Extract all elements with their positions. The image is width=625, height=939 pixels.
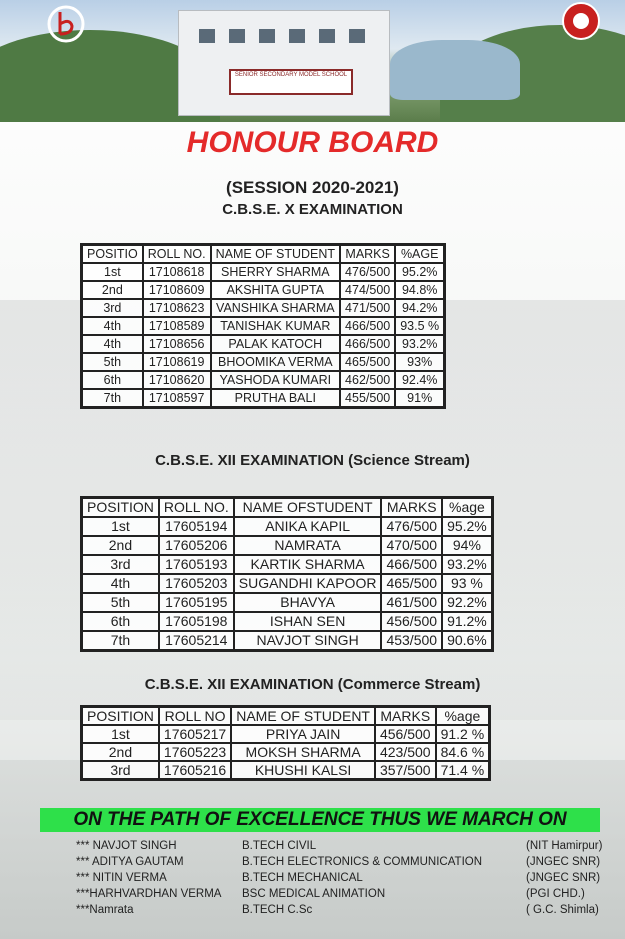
table-header-row bbox=[82, 707, 490, 726]
cell-percentage: 91.2 % bbox=[436, 725, 490, 743]
cell-percentage: 91.2% bbox=[442, 612, 492, 631]
cell-student-name: BHAVYA bbox=[234, 593, 382, 612]
cell-roll-no: 17108589 bbox=[143, 317, 211, 335]
cell-student-name: MOKSH SHARMA bbox=[231, 743, 375, 761]
cell-percentage: 93 % bbox=[442, 574, 492, 593]
cell-marks: 476/500 bbox=[340, 263, 395, 281]
session-label: (SESSION 2020-2021) bbox=[226, 178, 399, 197]
alumni-name: *** NAVJOT SINGH bbox=[76, 840, 177, 852]
table-row bbox=[82, 353, 445, 371]
class-xii-science-results-table bbox=[80, 496, 494, 652]
cell-position: 6th bbox=[82, 371, 143, 389]
cell-roll-no: 17605193 bbox=[159, 555, 234, 574]
school-logo-icon bbox=[46, 4, 86, 44]
cell-marks: 462/500 bbox=[340, 371, 395, 389]
cell-student-name: ANIKA KAPIL bbox=[234, 517, 382, 536]
alumni-course: BSC MEDICAL ANIMATION bbox=[242, 888, 386, 900]
column-header-marks: MARKS bbox=[375, 707, 436, 726]
table-row bbox=[82, 517, 493, 536]
table-row bbox=[82, 574, 493, 593]
cell-position: 5th bbox=[82, 593, 159, 612]
cell-roll-no: 17108656 bbox=[143, 335, 211, 353]
cell-percentage: 71.4 % bbox=[436, 761, 490, 780]
cell-marks: 470/500 bbox=[381, 536, 442, 555]
cell-marks: 453/500 bbox=[381, 631, 442, 651]
column-header-position: POSITIO bbox=[82, 245, 143, 264]
cell-roll-no: 17108619 bbox=[143, 353, 211, 371]
cell-percentage: 93.2% bbox=[442, 555, 492, 574]
cell-marks: 455/500 bbox=[340, 389, 395, 408]
lake-image bbox=[390, 40, 520, 100]
cell-marks: 466/500 bbox=[381, 555, 442, 574]
cell-marks: 471/500 bbox=[340, 299, 395, 317]
alumni-course: B.TECH ELECTRONICS & COMMUNICATION bbox=[242, 856, 483, 868]
table-row bbox=[82, 299, 445, 317]
cell-position: 3rd bbox=[82, 555, 159, 574]
cell-student-name: BHOOMIKA VERMA bbox=[211, 353, 340, 371]
cell-marks: 466/500 bbox=[340, 335, 395, 353]
alumni-item bbox=[76, 854, 624, 870]
cell-percentage: 90.6% bbox=[442, 631, 492, 651]
class-xii-science-heading: C.B.S.E. XII EXAMINATION (Science Stream) bbox=[155, 452, 470, 469]
cell-position: 4th bbox=[82, 317, 143, 335]
table-row bbox=[82, 371, 445, 389]
column-header-position: POSITION bbox=[82, 498, 159, 518]
table-header-row bbox=[82, 245, 445, 264]
alumni-course: B.TECH CIVIL bbox=[242, 840, 317, 852]
column-header-marks: MARKS bbox=[381, 498, 442, 518]
cell-percentage: 94% bbox=[442, 536, 492, 555]
cell-student-name: PALAK KATOCH bbox=[211, 335, 340, 353]
cell-student-name: PRIYA JAIN bbox=[231, 725, 375, 743]
table-row bbox=[82, 612, 493, 631]
table-row bbox=[82, 536, 493, 555]
emblem-logo-icon bbox=[562, 2, 600, 40]
column-header-roll-no: ROLL NO. bbox=[143, 245, 211, 264]
table-row bbox=[82, 555, 493, 574]
cell-position: 3rd bbox=[82, 299, 143, 317]
alumni-name: *** NITIN VERMA bbox=[76, 872, 167, 884]
alumni-course: B.TECH C.Sc bbox=[242, 904, 313, 916]
cell-roll-no: 17605206 bbox=[159, 536, 234, 555]
table-header-row bbox=[82, 498, 493, 518]
cell-position: 7th bbox=[82, 389, 143, 408]
column-header-roll-no: ROLL NO bbox=[159, 707, 231, 726]
cell-position: 1st bbox=[82, 263, 143, 281]
column-header-marks: MARKS bbox=[340, 245, 395, 264]
header-banner bbox=[0, 0, 625, 122]
cell-student-name: VANSHIKA SHARMA bbox=[211, 299, 340, 317]
cell-position: 1st bbox=[82, 725, 159, 743]
alumni-course: B.TECH MECHANICAL bbox=[242, 872, 363, 884]
class-xii-commerce-heading: C.B.S.E. XII EXAMINATION (Commerce Stream) bbox=[144, 676, 481, 693]
cell-student-name: PRUTHA BALI bbox=[211, 389, 340, 408]
cell-student-name: YASHODA KUMARI bbox=[211, 371, 340, 389]
table-row bbox=[82, 281, 445, 299]
column-header-percentage: %age bbox=[442, 498, 492, 518]
cell-roll-no: 17108597 bbox=[143, 389, 211, 408]
cell-position: 5th bbox=[82, 353, 143, 371]
cell-position: 2nd bbox=[82, 281, 143, 299]
cell-percentage: 93% bbox=[395, 353, 444, 371]
alumni-institute: (JNGEC SNR) bbox=[526, 872, 601, 884]
cell-student-name: SHERRY SHARMA bbox=[211, 263, 340, 281]
table-row bbox=[82, 389, 445, 408]
cell-roll-no: 17108623 bbox=[143, 299, 211, 317]
cell-roll-no: 17605198 bbox=[159, 612, 234, 631]
cell-position: 4th bbox=[82, 574, 159, 593]
cell-percentage: 92.4% bbox=[395, 371, 444, 389]
cell-position: 2nd bbox=[82, 743, 159, 761]
cell-marks: 465/500 bbox=[340, 353, 395, 371]
cell-position: 7th bbox=[82, 631, 159, 651]
table-row bbox=[82, 631, 493, 651]
class-xii-commerce-results-table bbox=[80, 705, 491, 781]
cell-marks: 456/500 bbox=[375, 725, 436, 743]
alumni-institute: (NIT Hamirpur) bbox=[526, 840, 603, 852]
cell-student-name: ISHAN SEN bbox=[234, 612, 382, 631]
cell-roll-no: 17605217 bbox=[159, 725, 231, 743]
cell-marks: 476/500 bbox=[381, 517, 442, 536]
cell-roll-no: 17108620 bbox=[143, 371, 211, 389]
cell-roll-no: 17605203 bbox=[159, 574, 234, 593]
cell-marks: 357/500 bbox=[375, 761, 436, 780]
cell-student-name: KARTIK SHARMA bbox=[234, 555, 382, 574]
alumni-institute: (PGI CHD.) bbox=[526, 888, 585, 900]
cell-marks: 423/500 bbox=[375, 743, 436, 761]
column-header-student-name: NAME OF STUDENT bbox=[211, 245, 340, 264]
alumni-item bbox=[76, 870, 624, 886]
cell-student-name: NAMRATA bbox=[234, 536, 382, 555]
cell-percentage: 94.8% bbox=[395, 281, 444, 299]
cell-marks: 456/500 bbox=[381, 612, 442, 631]
table-row bbox=[82, 317, 445, 335]
cell-roll-no: 17605214 bbox=[159, 631, 234, 651]
class-x-heading: C.B.S.E. X EXAMINATION bbox=[222, 201, 403, 218]
column-header-roll-no: ROLL NO. bbox=[159, 498, 234, 518]
honour-board-title: HONOUR BOARD bbox=[186, 126, 439, 159]
cell-marks: 466/500 bbox=[340, 317, 395, 335]
table-row bbox=[82, 743, 490, 761]
alumni-name: ***Namrata bbox=[76, 904, 134, 916]
alumni-item bbox=[76, 902, 624, 918]
cell-roll-no: 17605223 bbox=[159, 743, 231, 761]
cell-student-name: SUGANDHI KAPOOR bbox=[234, 574, 382, 593]
cell-student-name: KHUSHI KALSI bbox=[231, 761, 375, 780]
class-x-results-table bbox=[80, 243, 446, 409]
alumni-name: ***HARHVARDHAN VERMA bbox=[76, 888, 222, 900]
column-header-percentage: %AGE bbox=[395, 245, 444, 264]
cell-roll-no: 17108618 bbox=[143, 263, 211, 281]
alumni-item bbox=[76, 838, 624, 854]
cell-roll-no: 17108609 bbox=[143, 281, 211, 299]
cell-student-name: AKSHITA GUPTA bbox=[211, 281, 340, 299]
cell-student-name: TANISHAK KUMAR bbox=[211, 317, 340, 335]
column-header-percentage: %age bbox=[436, 707, 490, 726]
cell-percentage: 93.5 % bbox=[395, 317, 444, 335]
alumni-name: *** ADITYA GAUTAM bbox=[76, 856, 184, 868]
cell-position: 2nd bbox=[82, 536, 159, 555]
cell-student-name: NAVJOT SINGH bbox=[234, 631, 382, 651]
cell-percentage: 95.2% bbox=[442, 517, 492, 536]
school-building-image bbox=[178, 10, 390, 116]
cell-position: 1st bbox=[82, 517, 159, 536]
column-header-student-name: NAME OF STUDENT bbox=[231, 707, 375, 726]
cell-percentage: 84.6 % bbox=[436, 743, 490, 761]
cell-position: 3rd bbox=[82, 761, 159, 780]
school-sign: SENIOR SECONDARY MODEL SCHOOL bbox=[229, 69, 353, 95]
motto-banner: ON THE PATH OF EXCELLENCE THUS WE MARCH ON bbox=[40, 808, 600, 832]
table-row bbox=[82, 725, 490, 743]
alumni-institute: ( G.C. Shimla) bbox=[526, 904, 599, 916]
cell-percentage: 95.2% bbox=[395, 263, 444, 281]
column-header-student-name: NAME OFSTUDENT bbox=[234, 498, 382, 518]
cell-position: 6th bbox=[82, 612, 159, 631]
cell-percentage: 93.2% bbox=[395, 335, 444, 353]
column-header-position: POSITION bbox=[82, 707, 159, 726]
table-row bbox=[82, 263, 445, 281]
cell-percentage: 94.2% bbox=[395, 299, 444, 317]
alumni-institute: (JNGEC SNR) bbox=[526, 856, 601, 868]
table-row bbox=[82, 593, 493, 612]
cell-percentage: 92.2% bbox=[442, 593, 492, 612]
table-row bbox=[82, 761, 490, 780]
cell-roll-no: 17605216 bbox=[159, 761, 231, 780]
cell-marks: 474/500 bbox=[340, 281, 395, 299]
cell-marks: 461/500 bbox=[381, 593, 442, 612]
alumni-item bbox=[76, 886, 624, 902]
alumni-list bbox=[76, 838, 624, 918]
cell-roll-no: 17605194 bbox=[159, 517, 234, 536]
cell-position: 4th bbox=[82, 335, 143, 353]
cell-percentage: 91% bbox=[395, 389, 444, 408]
cell-roll-no: 17605195 bbox=[159, 593, 234, 612]
table-row bbox=[82, 335, 445, 353]
cell-marks: 465/500 bbox=[381, 574, 442, 593]
